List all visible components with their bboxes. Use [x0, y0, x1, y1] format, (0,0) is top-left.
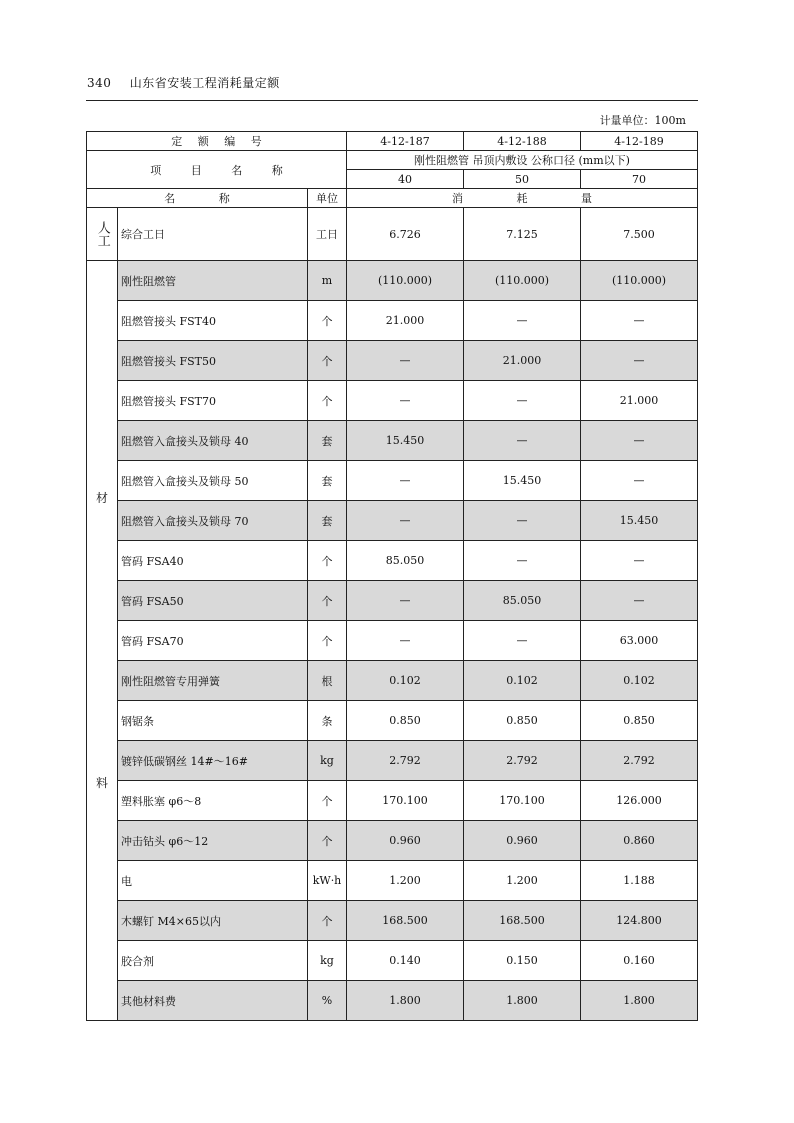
quota-no-label: 定 额 编 号: [87, 132, 347, 151]
row-value: 0.850: [464, 701, 581, 741]
col-name-header: 名 称: [87, 189, 308, 208]
row-unit: 根: [308, 661, 347, 701]
row-value: —: [464, 421, 581, 461]
row-unit: 个: [308, 781, 347, 821]
row-unit: 个: [308, 581, 347, 621]
material-row: [87, 661, 698, 701]
row-value: 2.792: [464, 741, 581, 781]
row-name: 管码 FSA50: [118, 581, 308, 621]
row-unit: 条: [308, 701, 347, 741]
row-value: 21.000: [464, 341, 581, 381]
header-rule: [86, 100, 698, 101]
col-consumption-header: 消 耗 量: [347, 189, 698, 208]
material-row: [87, 701, 698, 741]
row-value: 0.960: [347, 821, 464, 861]
material-row: [87, 861, 698, 901]
row-name: 钢锯条: [118, 701, 308, 741]
row-unit: 个: [308, 901, 347, 941]
material-row: [87, 501, 698, 541]
row-name: 刚性阻燃管专用弹簧: [118, 661, 308, 701]
row-value: 170.100: [347, 781, 464, 821]
row-unit: 个: [308, 621, 347, 661]
row-value: 1.800: [464, 981, 581, 1021]
row-unit: kg: [308, 741, 347, 781]
quota-code: 4-12-188: [464, 132, 581, 151]
item-subtitle: 刚性阻燃管 吊顶内敷设 公称口径 (mm以下): [347, 151, 698, 170]
row-name: 塑料胀塞 φ6～8: [118, 781, 308, 821]
row-name: 管码 FSA40: [118, 541, 308, 581]
row-name: 木螺钉 M4×65以内: [118, 901, 308, 941]
material-row: [87, 581, 698, 621]
row-value: 168.500: [464, 901, 581, 941]
row-unit: kW·h: [308, 861, 347, 901]
row-value: —: [581, 581, 698, 621]
labor-row: [87, 208, 698, 261]
row-value: —: [464, 381, 581, 421]
row-value: 170.100: [464, 781, 581, 821]
row-value: 15.450: [347, 421, 464, 461]
material-row: [87, 821, 698, 861]
row-value: 0.102: [581, 661, 698, 701]
row-name: 阻燃管接头 FST50: [118, 341, 308, 381]
material-row: [87, 341, 698, 381]
row-value: 0.860: [581, 821, 698, 861]
row-value: 1.800: [581, 981, 698, 1021]
row-name: 阻燃管接头 FST40: [118, 301, 308, 341]
row-unit: 套: [308, 501, 347, 541]
quota-code-row: [87, 132, 698, 151]
row-value: 168.500: [347, 901, 464, 941]
row-unit: 个: [308, 541, 347, 581]
row-value: (110.000): [581, 261, 698, 301]
row-name: 阻燃管入盒接头及锁母 70: [118, 501, 308, 541]
page-number: 340: [87, 76, 112, 90]
row-name: 其他材料费: [118, 981, 308, 1021]
row-value: 0.960: [464, 821, 581, 861]
row-unit: 工日: [308, 208, 347, 261]
row-value: —: [581, 421, 698, 461]
row-value: —: [347, 461, 464, 501]
diameter-value: 40: [347, 170, 464, 189]
row-unit: 套: [308, 421, 347, 461]
row-unit: 个: [308, 341, 347, 381]
quota-code: 4-12-189: [581, 132, 698, 151]
row-value: 0.850: [347, 701, 464, 741]
row-value: (110.000): [464, 261, 581, 301]
diameter-value: 70: [581, 170, 698, 189]
row-value: (110.000): [347, 261, 464, 301]
item-name-label: 项 目 名 称: [87, 151, 347, 189]
row-value: 21.000: [347, 301, 464, 341]
row-name: 管码 FSA70: [118, 621, 308, 661]
material-row: [87, 901, 698, 941]
row-value: 0.140: [347, 941, 464, 981]
row-value: —: [347, 341, 464, 381]
material-row: [87, 741, 698, 781]
row-value: —: [581, 301, 698, 341]
row-unit: m: [308, 261, 347, 301]
row-value: —: [347, 501, 464, 541]
row-name: 阻燃管入盒接头及锁母 50: [118, 461, 308, 501]
material-label-bottom: 料: [95, 776, 108, 791]
row-value: —: [464, 301, 581, 341]
row-value: 1.800: [347, 981, 464, 1021]
material-row: [87, 301, 698, 341]
row-name: 刚性阻燃管: [118, 261, 308, 301]
row-value: 0.160: [581, 941, 698, 981]
row-name: 胶合剂: [118, 941, 308, 981]
material-label-top: 材: [95, 490, 108, 505]
labor-category-label: 人工: [87, 208, 118, 261]
row-name: 综合工日: [118, 208, 308, 261]
row-value: 2.792: [347, 741, 464, 781]
col-unit-header: 单位: [308, 189, 347, 208]
row-value: 85.050: [347, 541, 464, 581]
subtitle-row: [87, 151, 698, 170]
material-category-label: [87, 261, 118, 1021]
row-unit: 个: [308, 381, 347, 421]
material-row: [87, 381, 698, 421]
row-value: —: [347, 621, 464, 661]
material-row: [87, 261, 698, 301]
row-value: 85.050: [464, 581, 581, 621]
row-value: 2.792: [581, 741, 698, 781]
diameter-value: 50: [464, 170, 581, 189]
quota-code: 4-12-187: [347, 132, 464, 151]
row-name: 冲击钻头 φ6～12: [118, 821, 308, 861]
row-value: 0.150: [464, 941, 581, 981]
material-row: [87, 621, 698, 661]
row-value: —: [581, 541, 698, 581]
book-title: 山东省安装工程消耗量定额: [129, 76, 280, 90]
material-row: [87, 461, 698, 501]
row-value: 63.000: [581, 621, 698, 661]
unit-note: 计量单位：100m: [599, 114, 686, 127]
row-unit: %: [308, 981, 347, 1021]
row-value: 0.850: [581, 701, 698, 741]
row-value: 7.500: [581, 208, 698, 261]
row-value: 7.125: [464, 208, 581, 261]
row-name: 阻燃管入盒接头及锁母 40: [118, 421, 308, 461]
row-value: 15.450: [464, 461, 581, 501]
material-row: [87, 781, 698, 821]
row-unit: 个: [308, 301, 347, 341]
row-value: —: [347, 381, 464, 421]
row-name: 镀锌低碳钢丝 14#～16#: [118, 741, 308, 781]
row-value: 0.102: [464, 661, 581, 701]
row-value: 124.800: [581, 901, 698, 941]
row-value: —: [464, 621, 581, 661]
row-value: 15.450: [581, 501, 698, 541]
row-value: 21.000: [581, 381, 698, 421]
row-value: 6.726: [347, 208, 464, 261]
row-value: 0.102: [347, 661, 464, 701]
material-row: [87, 981, 698, 1021]
row-value: 1.200: [347, 861, 464, 901]
row-unit: kg: [308, 941, 347, 981]
material-row: [87, 421, 698, 461]
page-header: [87, 74, 280, 91]
row-unit: 套: [308, 461, 347, 501]
material-row: [87, 941, 698, 981]
row-name: 阻燃管接头 FST70: [118, 381, 308, 421]
row-value: 126.000: [581, 781, 698, 821]
material-row: [87, 541, 698, 581]
row-value: 1.200: [464, 861, 581, 901]
column-header-row: [87, 189, 698, 208]
row-unit: 个: [308, 821, 347, 861]
row-value: —: [581, 461, 698, 501]
row-value: —: [464, 501, 581, 541]
row-value: —: [581, 341, 698, 381]
row-value: 1.188: [581, 861, 698, 901]
quota-table: [86, 131, 698, 1021]
row-value: —: [464, 541, 581, 581]
row-value: —: [347, 581, 464, 621]
row-name: 电: [118, 861, 308, 901]
